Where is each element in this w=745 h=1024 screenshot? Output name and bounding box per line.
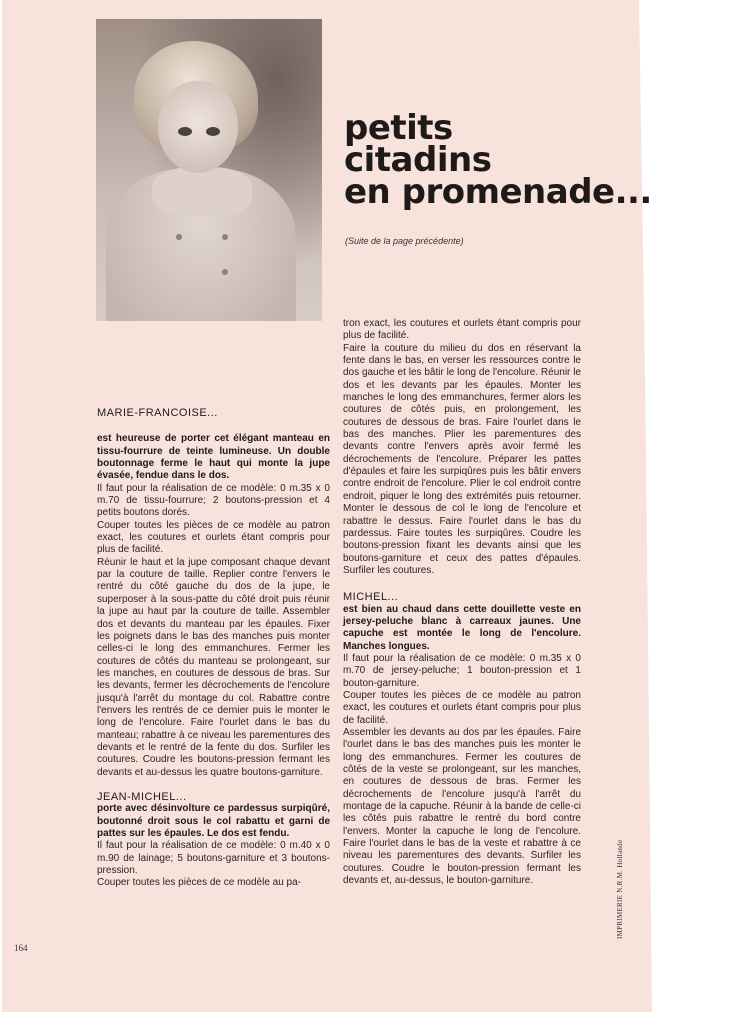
article-title <box>344 108 652 212</box>
section-heading-jean-michel: JEAN-MICHEL... <box>97 790 187 803</box>
printer-imprint: IMPRIMERIE N.R.M. Hollande <box>616 839 624 939</box>
page-number: 164 <box>14 943 28 953</box>
body-paragraph: Couper toutes les pièces de ce modèle au pa- <box>97 877 302 889</box>
title-line-1: petits <box>344 108 453 148</box>
lead-paragraph: porte avec désinvolture ce pardessus surpiqûré, boutonné droit sous le col rabattu et garni de pattes sur les épaules. Le dos est fendu. <box>97 803 330 839</box>
body-paragraph: Assembler les devants au dos par les épaules. Faire l'ourlet dans le bas des manches puis les monter le long des emmanchures. Fermer les coutures de côtés de la veste se prolongeant, sur les manches, en coutures de dessous de bras. Fermer les décrochements de l'encolure jusqu'à l'arrêt du montage de la capuche. Réunir à la bande de celle-ci les côtés puis rabattre le rentré du bord contre l'envers. Monter la capuche le long de l'encolure. Faire l'ourlet dans le bas de la veste et rabattre à ce niveau les parementures des devants. Surfiler les coutures. Coudre le bouton-pression fermant les devants et, au-dessus, le bouton-garniture. <box>343 727 581 887</box>
doll-right-eye <box>206 127 220 136</box>
body-paragraph: Il faut pour la réalisation de ce modèle: 0 m.35 x 0 m.70 de tissu-fourrure; 2 boutons-pression et 4 petits boutons dorés. <box>97 482 330 519</box>
doll-left-eye <box>178 127 192 136</box>
coat-button <box>222 269 228 275</box>
coat-button <box>222 234 228 240</box>
coat-button <box>176 234 182 240</box>
body-paragraph: Couper toutes les pièces de ce modèle au patron exact, les coutures et ourlets étant compris pour plus de facilité. <box>97 519 330 556</box>
section-heading-marie-francoise: MARIE-FRANCOISE... <box>97 407 218 419</box>
lead-paragraph: est heureuse de porter cet élégant manteau en tissu-fourrure de teinte lumineuse. Un double boutonnage ferme le haut qui monte la jupe évasée, fendue dans le dos. <box>97 433 330 482</box>
body-paragraph: tron exact, les coutures et ourlets étant compris pour plus de facilité. <box>343 318 581 342</box>
title-line-3: en promenade... <box>344 172 652 212</box>
section-heading-michel: MICHEL... <box>343 591 399 604</box>
body-paragraph: Réunir le haut et la jupe composant chaque devant par la couture de taille. Replier contre l'envers le rentré du côté gauche du dos de la jupe, le superposer à la sous-patte du côté droit puis réunir la jupe au haut par la couture de taille. Assembler dos et devants du manteau par les épaules. Fixer les poignets dans le bas des manches puis monter celles-ci le long des emmanchures. Fermer les coutures de côtés du manteau se prolongeant, sur les manches, en coutures de dessous de bras. Sur les devants, fermer les décrochements de l'encolure jusqu'à l'arrêt du montage du col. Rabattre contre l'envers les rentrés de ce dernier puis le monter le long de l'encolure. Faire l'ourlet dans le bas du manteau; rabattre à ce niveau les parementures des devants et le rentré de la fente du dos. Surfiler les coutures. Coudre les boutons-pression fermant les devants et au-dessus les quatre boutons-garniture. <box>97 556 330 778</box>
title-line-2: citadins <box>344 140 492 180</box>
doll-collar <box>152 167 252 217</box>
body-paragraph: Il faut pour la réalisation de ce modèle: 0 m.35 x 0 m.70 de jersey-peluche; 1 bouton-pression et 1 bouton-garniture. <box>343 652 581 689</box>
doll-photo <box>96 19 322 321</box>
doll-face <box>158 81 238 173</box>
left-column <box>97 407 330 890</box>
right-column <box>343 318 581 887</box>
body-paragraph: Faire la couture du milieu du dos en réservant la fente dans le bas, en verser les ressources contre le dos gauche et les bâtir le long de l'encolure. Réunir le dos et les devants par les épaules. Monter les manches le long des emmanchures, fermer alors les coutures de côtés puis, en prolongement, les coutures de dessous de bras. Faire l'ourlet dans le bas des manches. Plier les parementures des devants contre l'envers après avoir fermé les décrochements de l'encolure. Préparer les pattes d'épaules et faire les surpiqûres puis les bâtir envers contre endroit de l'encolure. Plier le col endroit contre endroit, piquer le long des extrémités puis retourner. Monter le dessous de col le long de l'encolure et rabattre le dessus. Faire l'ourlet dans le bas du pardessus. Faire toutes les surpiqûres. Coudre les boutons-pression fixant les devants ainsi que les boutons-garniture et ceux des pattes d'épaules. Surfiler les coutures. <box>343 342 581 576</box>
lead-paragraph: est bien au chaud dans cette douillette veste en jersey-peluche blanc à carreaux jaunes. Une capuche est montée le long de l'encolure. Manches longues. <box>343 603 581 652</box>
continuation-note: (Suite de la page précédente) <box>345 236 464 246</box>
body-paragraph: Il faut pour la réalisation de ce modèle: 0 m.40 x 0 m.90 de lainage; 5 boutons-garniture et 3 boutons-pression. <box>97 840 330 877</box>
body-paragraph: Couper toutes les pièces de ce modèle au patron exact, les coutures et ourlets étant compris pour plus de facilité. <box>343 689 581 726</box>
